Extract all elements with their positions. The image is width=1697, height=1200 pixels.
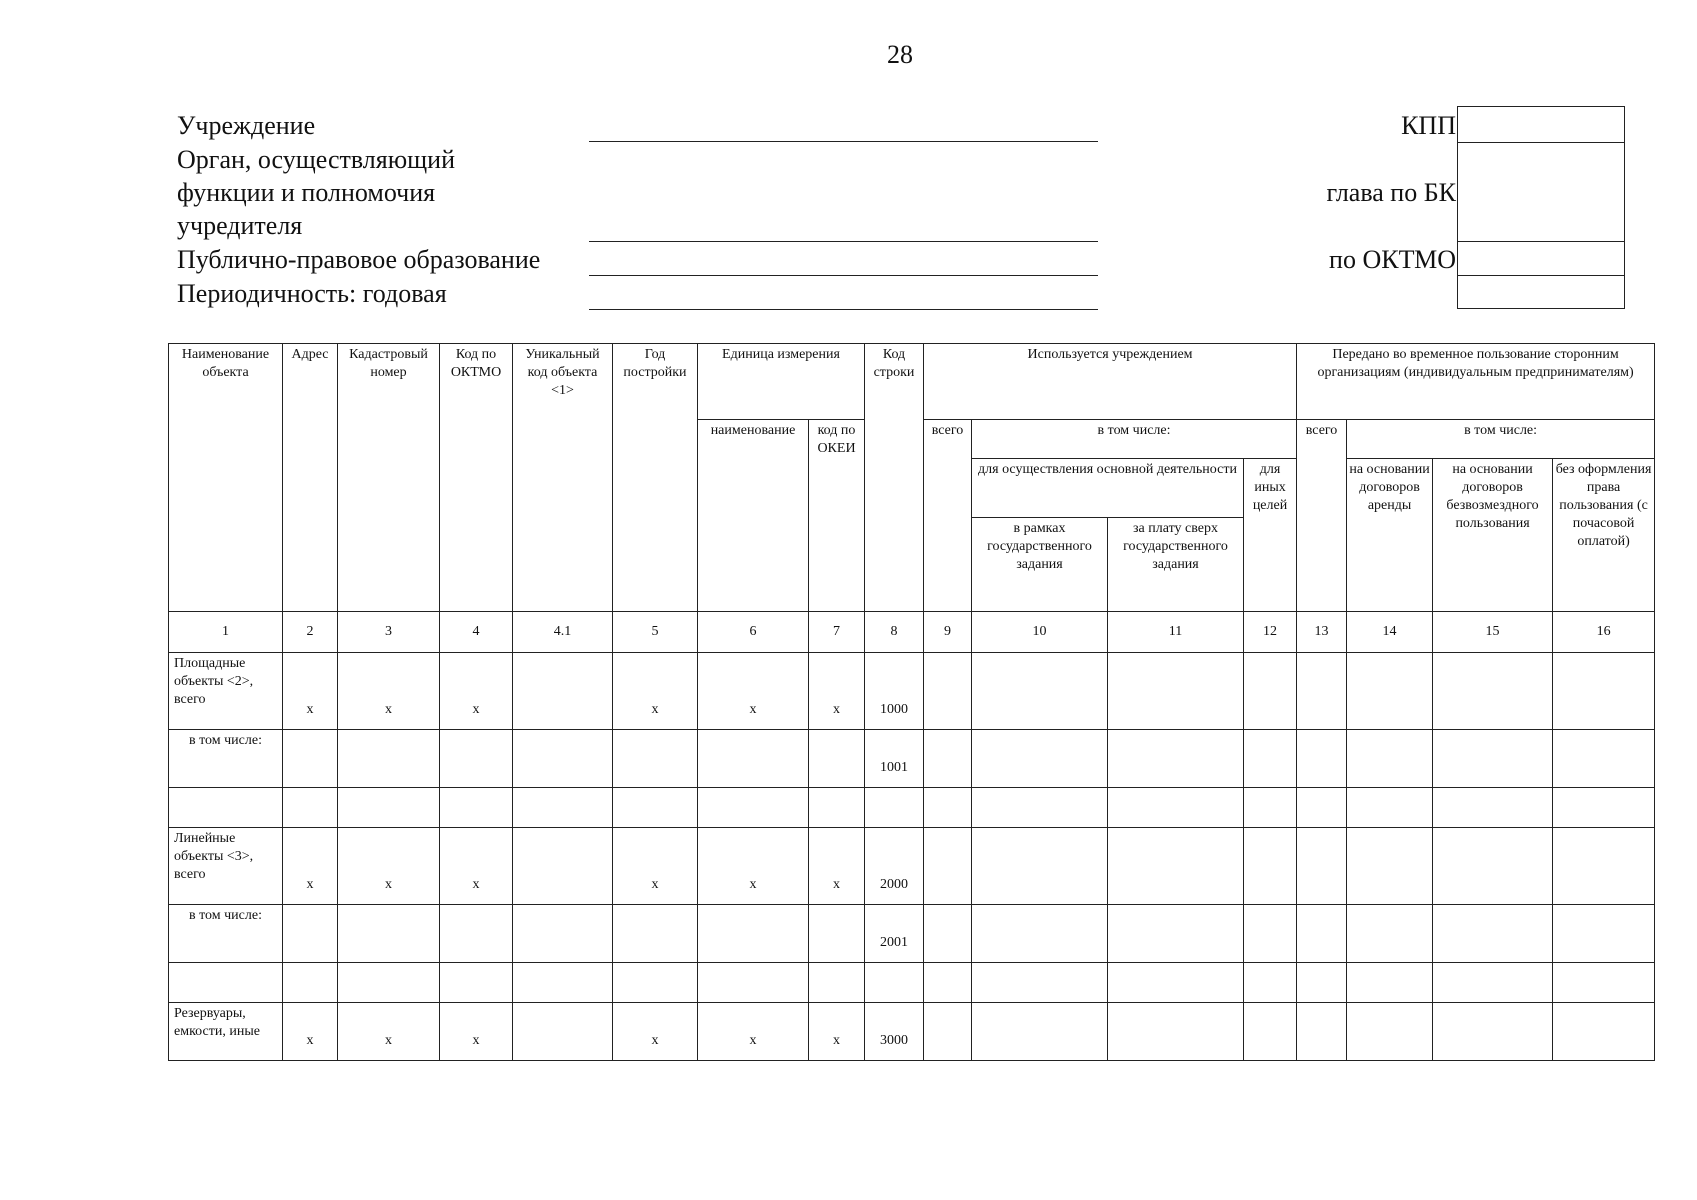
table-row-1000 [169, 653, 1655, 730]
row-cell[interactable] [1108, 963, 1244, 1003]
used-group-header: Используется учреждением [924, 344, 1297, 420]
row-cell[interactable] [698, 905, 809, 963]
column-number: 15 [1433, 612, 1553, 653]
row-cell: x [338, 653, 440, 730]
row-cell[interactable] [1347, 963, 1433, 1003]
row-cell[interactable] [283, 963, 338, 1003]
col-okei-header: код по ОКЕИ [809, 420, 865, 612]
row-cell[interactable] [1108, 788, 1244, 828]
col-cadastral-header: Кадастровый номер [338, 344, 440, 612]
row-cell[interactable] [1433, 905, 1553, 963]
row-cell: x [613, 653, 698, 730]
row-cell: x [613, 1003, 698, 1061]
row-code: 3000 [865, 1003, 924, 1061]
row-cell[interactable] [1553, 653, 1655, 730]
row-cell[interactable] [1244, 828, 1297, 905]
row-cell[interactable] [513, 730, 613, 788]
row-cell[interactable] [972, 788, 1108, 828]
row-cell[interactable] [1297, 653, 1347, 730]
row-cell[interactable] [698, 788, 809, 828]
row-cell[interactable] [283, 788, 338, 828]
col-free-use-header: на основании договоров безвозмездного пользования [1433, 459, 1553, 612]
row-cell[interactable] [1553, 828, 1655, 905]
row-cell[interactable] [283, 905, 338, 963]
column-number: 10 [972, 612, 1108, 653]
row-cell[interactable] [338, 963, 440, 1003]
row-cell: x [440, 653, 513, 730]
row-cell: x [698, 1003, 809, 1061]
row-cell[interactable] [1244, 788, 1297, 828]
row-cell[interactable] [613, 730, 698, 788]
row-cell[interactable] [440, 963, 513, 1003]
municipality-field-line[interactable] [589, 275, 1098, 276]
main-activity-header: для осуществления основной деятельности [972, 459, 1244, 518]
row-cell[interactable] [1244, 1003, 1297, 1061]
column-number: 8 [865, 612, 924, 653]
oktmo-label: по ОКТМО [1329, 245, 1456, 274]
row-cell[interactable] [1297, 1003, 1347, 1061]
transferred-including-header: в том числе: [1347, 420, 1655, 459]
row-cell[interactable] [1553, 730, 1655, 788]
row-cell[interactable] [440, 730, 513, 788]
row-cell[interactable] [169, 788, 283, 828]
row-cell[interactable] [1433, 1003, 1553, 1061]
row-cell[interactable] [1297, 828, 1347, 905]
row-cell[interactable] [1297, 730, 1347, 788]
row-name: Площадные объекты <2>, всего [169, 653, 283, 730]
row-cell: x [338, 828, 440, 905]
row-cell[interactable] [513, 828, 613, 905]
column-numbers-row [169, 612, 1655, 653]
col-state-task-header: в рамках государственного задания [972, 518, 1108, 612]
col-other-purposes-header: для иных целей [1244, 459, 1297, 612]
col-paid-over-task-header: за плату сверх государственного задания [1108, 518, 1244, 612]
founder-field-line[interactable] [589, 241, 1098, 242]
col-oktmo-header: Код по ОКТМО [440, 344, 513, 612]
row-cell[interactable] [1433, 653, 1553, 730]
founder-label-line-3: учредителя [177, 211, 303, 240]
codes-box [1457, 106, 1625, 309]
row-name: Линейные объекты <3>, всего [169, 828, 283, 905]
column-number: 16 [1553, 612, 1655, 653]
row-cell[interactable] [338, 788, 440, 828]
column-number: 7 [809, 612, 865, 653]
property-table [168, 343, 1655, 1061]
row-cell[interactable] [698, 963, 809, 1003]
row-cell[interactable] [865, 963, 924, 1003]
column-number: 4 [440, 612, 513, 653]
row-cell: x [698, 653, 809, 730]
row-cell[interactable] [809, 963, 865, 1003]
col-unique-code-header: Уникальный код объекта <1> [513, 344, 613, 612]
column-number: 13 [1297, 612, 1347, 653]
table-row-3000 [169, 1003, 1655, 1061]
row-name: в том числе: [169, 730, 283, 788]
column-number: 1 [169, 612, 283, 653]
col-lease-header: на основании договоров аренды [1347, 459, 1433, 612]
founder-label-line-1: Орган, осуществляющий [177, 145, 455, 174]
row-cell[interactable] [972, 730, 1108, 788]
institution-label: Учреждение [177, 111, 316, 140]
row-cell[interactable] [1108, 653, 1244, 730]
col-used-total-header: всего [924, 420, 972, 612]
periodicity-label: Периодичность: годовая [177, 279, 447, 308]
row-cell[interactable] [972, 963, 1108, 1003]
row-cell[interactable] [613, 905, 698, 963]
row-cell[interactable] [809, 730, 865, 788]
col-hourly-header: без оформления права пользования (с почасовой оплатой) [1553, 459, 1655, 612]
column-number: 12 [1244, 612, 1297, 653]
row-cell[interactable] [972, 653, 1108, 730]
table-row-2000 [169, 828, 1655, 905]
table-row-1001 [169, 730, 1655, 788]
row-cell[interactable] [283, 730, 338, 788]
row-cell[interactable] [1244, 653, 1297, 730]
row-cell[interactable] [169, 963, 283, 1003]
row-cell[interactable] [924, 905, 972, 963]
row-cell[interactable] [924, 653, 972, 730]
row-cell: x [338, 1003, 440, 1061]
row-cell: x [613, 828, 698, 905]
table-row-empty [169, 963, 1655, 1003]
row-name: в том числе: [169, 905, 283, 963]
col-row-code-header: Код строки [865, 344, 924, 612]
row-cell[interactable] [613, 963, 698, 1003]
institution-field-line[interactable] [589, 141, 1098, 142]
row-cell[interactable] [440, 788, 513, 828]
row-cell[interactable] [1244, 963, 1297, 1003]
row-cell[interactable] [1553, 1003, 1655, 1061]
row-cell[interactable] [809, 788, 865, 828]
row-cell[interactable] [338, 905, 440, 963]
row-code: 2000 [865, 828, 924, 905]
row-cell[interactable] [1347, 1003, 1433, 1061]
column-number: 4.1 [513, 612, 613, 653]
row-cell[interactable] [1347, 788, 1433, 828]
table-row-2001 [169, 905, 1655, 963]
page-number: 28 [887, 40, 913, 69]
col-transferred-total-header: всего [1297, 420, 1347, 612]
column-number: 3 [338, 612, 440, 653]
row-cell[interactable] [513, 653, 613, 730]
row-cell[interactable] [1347, 905, 1433, 963]
row-cell[interactable] [1108, 828, 1244, 905]
empty-code-cell[interactable] [1458, 276, 1624, 308]
row-cell[interactable] [513, 963, 613, 1003]
col-build-year-header: Год постройки [613, 344, 698, 612]
row-cell[interactable] [924, 730, 972, 788]
row-cell[interactable] [924, 1003, 972, 1061]
oktmo-code-cell[interactable] [1458, 242, 1624, 276]
row-cell[interactable] [1553, 905, 1655, 963]
kpp-code-cell[interactable] [1458, 107, 1624, 143]
row-cell[interactable] [1433, 730, 1553, 788]
column-number: 9 [924, 612, 972, 653]
row-cell[interactable] [1347, 730, 1433, 788]
row-cell[interactable] [809, 905, 865, 963]
row-cell[interactable] [972, 1003, 1108, 1061]
col-object-name-header: Наименование объекта [169, 344, 283, 612]
row-cell: x [283, 653, 338, 730]
row-cell: x [809, 653, 865, 730]
row-code: 1000 [865, 653, 924, 730]
row-cell[interactable] [1433, 788, 1553, 828]
row-cell: x [440, 828, 513, 905]
row-cell[interactable] [924, 828, 972, 905]
col-address-header: Адрес [283, 344, 338, 612]
row-cell[interactable] [513, 788, 613, 828]
row-cell[interactable] [1108, 730, 1244, 788]
row-name: Резервуары, емкости, иные [169, 1003, 283, 1061]
row-cell[interactable] [1297, 905, 1347, 963]
unit-group-header: Единица измерения [698, 344, 865, 420]
founder-label-line-2: функции и полномочия [177, 178, 436, 207]
row-cell: x [440, 1003, 513, 1061]
row-cell[interactable] [1347, 828, 1433, 905]
used-including-header: в том числе: [972, 420, 1297, 459]
periodicity-field-line[interactable] [589, 309, 1098, 310]
row-code: 1001 [865, 730, 924, 788]
row-cell: x [283, 1003, 338, 1061]
row-cell[interactable] [1244, 905, 1297, 963]
column-number: 2 [283, 612, 338, 653]
row-cell[interactable] [924, 788, 972, 828]
row-cell[interactable] [1108, 1003, 1244, 1061]
row-cell[interactable] [440, 905, 513, 963]
municipality-label: Публично-правовое образование [177, 245, 541, 274]
row-cell[interactable] [513, 905, 613, 963]
transferred-group-header: Передано во временное пользование сторонним организациям (индивидуальным предпринимателям) [1297, 344, 1655, 420]
kpp-label: КПП [1401, 111, 1456, 140]
row-cell[interactable] [1244, 730, 1297, 788]
row-cell: x [809, 1003, 865, 1061]
row-code: 2001 [865, 905, 924, 963]
table-row-empty [169, 788, 1655, 828]
row-cell[interactable] [698, 730, 809, 788]
row-cell: x [809, 828, 865, 905]
col-unit-name-header: наименование [698, 420, 809, 612]
row-cell[interactable] [972, 828, 1108, 905]
row-cell[interactable] [1108, 905, 1244, 963]
row-cell[interactable] [1553, 963, 1655, 1003]
row-cell[interactable] [1433, 963, 1553, 1003]
row-cell[interactable] [513, 1003, 613, 1061]
column-number: 11 [1108, 612, 1244, 653]
row-cell[interactable] [924, 963, 972, 1003]
bk-chapter-label: глава по БК [1326, 178, 1456, 207]
row-cell[interactable] [1553, 788, 1655, 828]
row-cell[interactable] [1297, 788, 1347, 828]
row-cell: x [698, 828, 809, 905]
column-number: 5 [613, 612, 698, 653]
row-cell[interactable] [1347, 653, 1433, 730]
row-cell[interactable] [972, 905, 1108, 963]
row-cell[interactable] [338, 730, 440, 788]
row-cell: x [283, 828, 338, 905]
row-cell[interactable] [1433, 828, 1553, 905]
column-number: 14 [1347, 612, 1433, 653]
column-number: 6 [698, 612, 809, 653]
row-cell[interactable] [1297, 963, 1347, 1003]
bk-code-cell[interactable] [1458, 143, 1624, 242]
row-cell[interactable] [613, 788, 698, 828]
row-cell[interactable] [865, 788, 924, 828]
